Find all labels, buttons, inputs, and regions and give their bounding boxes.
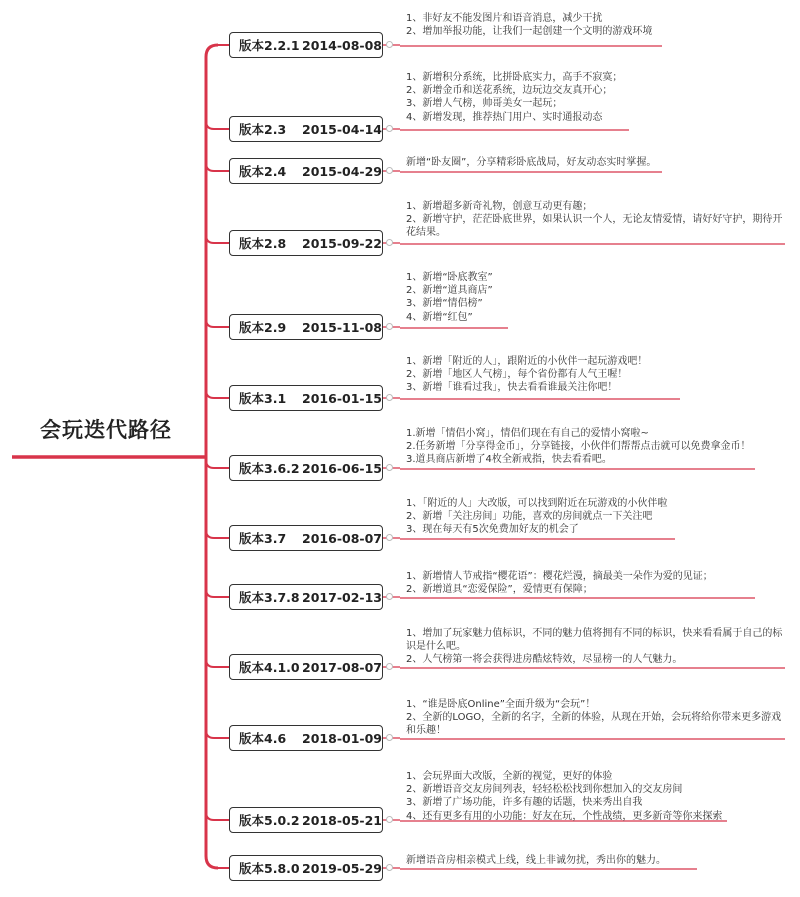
version-node[interactable] <box>229 807 383 833</box>
version-number: 版本2.9 <box>239 320 287 335</box>
release-note-line: 2、全新的LOGO，全新的名字，全新的体验，从现在开始，会玩将给你带来更多游戏和乐趣！ <box>406 712 782 737</box>
release-note-line: 4、新增“红包” <box>406 311 473 323</box>
release-note-line: 1、「附近的人」大改版，可以找到附近在玩游戏的小伙伴啦 <box>406 498 668 509</box>
release-note-line: 4、还有更多有用的小功能：好友在玩，个性战绩，更多新奇等你来探索 <box>406 810 723 822</box>
expand-dot-icon[interactable] <box>386 167 393 174</box>
release-note-line: 2、新增“道具商店” <box>406 285 493 297</box>
release-notes <box>406 156 786 169</box>
release-notes <box>406 770 786 823</box>
version-node[interactable] <box>229 584 383 610</box>
release-note-line: 1、会玩界面大改版，全新的视觉，更好的体验 <box>406 771 613 782</box>
release-notes <box>406 627 786 667</box>
release-date: 2018-01-09 <box>302 730 382 746</box>
release-notes <box>406 271 786 324</box>
release-note-line: 3、新增人气榜，帅哥美女一起玩； <box>406 98 563 110</box>
release-notes <box>406 854 786 867</box>
release-notes <box>406 497 786 537</box>
version-number: 版本3.6.2 <box>239 461 300 476</box>
release-note-line: 1、“谁是卧底Online”全面升级为“会玩”！ <box>406 699 596 710</box>
release-note-line: 1、新增积分系统，比拼卧底实力，高手不寂寞； <box>406 72 623 83</box>
version-number: 版本5.0.2 <box>239 813 300 828</box>
release-note-line: 1、新增“卧底教室” <box>406 272 493 283</box>
expand-dot-icon[interactable] <box>386 734 393 741</box>
release-note-line: 新增“卧友圈”，分享精彩卧底战局，好友动态实时掌握。 <box>406 157 657 168</box>
version-node[interactable] <box>229 314 383 340</box>
version-number: 版本2.2.1 <box>239 38 300 53</box>
release-date: 2015-11-08 <box>302 319 382 335</box>
version-node[interactable] <box>229 32 383 58</box>
release-note-line: 4、新增发现，推荐热门用户、实时通报动态 <box>406 111 603 123</box>
expand-dot-icon[interactable] <box>386 125 393 132</box>
release-note-line: 2、增加举报功能，让我们一起创建一个文明的游戏环境 <box>406 26 653 38</box>
release-notes <box>406 12 786 38</box>
release-notes <box>406 355 786 395</box>
release-date: 2015-04-14 <box>302 121 382 137</box>
version-node[interactable] <box>229 385 383 411</box>
expand-dot-icon[interactable] <box>386 394 393 401</box>
release-notes <box>406 200 786 240</box>
version-node[interactable] <box>229 455 383 481</box>
release-note-line: 1、新增超多新奇礼物，创意互动更有趣； <box>406 201 593 212</box>
expand-dot-icon[interactable] <box>386 41 393 48</box>
release-note-line: 2、新增「关注房间」功能，喜欢的房间就点一下关注吧 <box>406 511 653 523</box>
release-note-line: 2、新增守护，茫茫卧底世界，如果认识一个人，无论友情爱情，请好好守护，期待开花结果。 <box>406 214 783 239</box>
version-node[interactable] <box>229 855 383 881</box>
version-number: 版本2.8 <box>239 236 287 251</box>
release-date: 2017-08-07 <box>302 659 382 675</box>
release-date: 2019-05-29 <box>302 860 382 876</box>
release-note-line: 2、新增「地区人气榜」，每个省份都有人气王喔！ <box>406 369 628 381</box>
expand-dot-icon[interactable] <box>386 864 393 871</box>
version-node[interactable] <box>229 158 383 184</box>
version-node[interactable] <box>229 230 383 256</box>
release-notes <box>406 71 786 124</box>
release-notes <box>406 698 786 738</box>
release-date: 2015-04-29 <box>302 163 382 179</box>
release-note-line: 2、新增金币和送花系统，边玩边交友真开心； <box>406 85 613 97</box>
release-date: 2015-09-22 <box>302 235 382 251</box>
release-note-line: 3、新增“情侣榜” <box>406 298 483 310</box>
release-date: 2017-02-13 <box>302 589 382 605</box>
version-node[interactable] <box>229 725 383 751</box>
trunk-top-curve <box>206 45 218 57</box>
expand-dot-icon[interactable] <box>386 663 393 670</box>
release-note-line: 3、新增了广场功能，许多有趣的话题，快来秀出自我 <box>406 797 643 809</box>
expand-dot-icon[interactable] <box>386 323 393 330</box>
release-note-line: 1、非好友不能发图片和语音消息，减少干扰 <box>406 13 603 24</box>
release-note-line: 2、新增道具“恋爱保险”，爱情更有保障； <box>406 584 593 596</box>
release-date: 2018-05-21 <box>302 812 382 828</box>
release-notes <box>406 570 786 596</box>
version-number: 版本3.7.8 <box>239 590 300 605</box>
release-note-line: 3、现在每天有5次免费加好友的机会了 <box>406 524 579 536</box>
release-note-line: 2、新增语音交友房间列表，轻轻松松找到你想加入的交友房间 <box>406 784 683 796</box>
expand-dot-icon[interactable] <box>386 464 393 471</box>
release-note-line: 1、增加了玩家魅力值标识，不同的魅力值将拥有不同的标识，快来看看属于自己的标识是什么吧。 <box>406 628 783 653</box>
release-date: 2016-01-15 <box>302 390 382 406</box>
release-note-line: 2、人气榜第一将会获得进房酷炫特效，尽显榜一的人气魅力。 <box>406 654 683 666</box>
root-title: 会玩迭代路径 <box>40 418 172 442</box>
version-number: 版本3.7 <box>239 531 287 546</box>
version-node[interactable] <box>229 116 383 142</box>
release-note-line: 1、新增情人节戒指“樱花语”：樱花烂漫，摘最美一朵作为爱的见证； <box>406 571 713 582</box>
trunk-bottom-curve <box>206 856 218 868</box>
release-note-line: 1.新增「情侣小窝」，情侣们现在有自己的爱情小窝啦~ <box>406 428 649 439</box>
version-number: 版本5.8.0 <box>239 861 300 876</box>
expand-dot-icon[interactable] <box>386 239 393 246</box>
version-number: 版本4.6 <box>239 731 287 746</box>
release-note-line: 1、新增「附近的人」，跟附近的小伙伴一起玩游戏吧！ <box>406 356 648 367</box>
expand-dot-icon[interactable] <box>386 816 393 823</box>
expand-dot-icon[interactable] <box>386 593 393 600</box>
release-note-line: 2.任务新增「分享得金币」，分享链接，小伙伴们帮帮点击就可以免费拿金币！ <box>406 441 751 453</box>
release-date: 2014-08-08 <box>302 37 382 53</box>
version-number: 版本4.1.0 <box>239 660 300 675</box>
release-notes <box>406 427 786 467</box>
release-note-line: 新增语音房相亲模式上线，线上非诚勿扰，秀出你的魅力。 <box>406 855 666 866</box>
release-note-line: 3、新增「谁看过我」，快去看看谁最关注你吧！ <box>406 382 618 394</box>
release-note-line: 3.道具商店新增了4枚全新戒指，快去看看吧。 <box>406 454 612 466</box>
expand-dot-icon[interactable] <box>386 534 393 541</box>
version-number: 版本2.4 <box>239 164 287 179</box>
release-date: 2016-08-07 <box>302 530 382 546</box>
version-node[interactable] <box>229 654 383 680</box>
version-number: 版本3.1 <box>239 391 287 406</box>
release-date: 2016-06-15 <box>302 460 382 476</box>
version-node[interactable] <box>229 525 383 551</box>
version-number: 版本2.3 <box>239 122 287 137</box>
